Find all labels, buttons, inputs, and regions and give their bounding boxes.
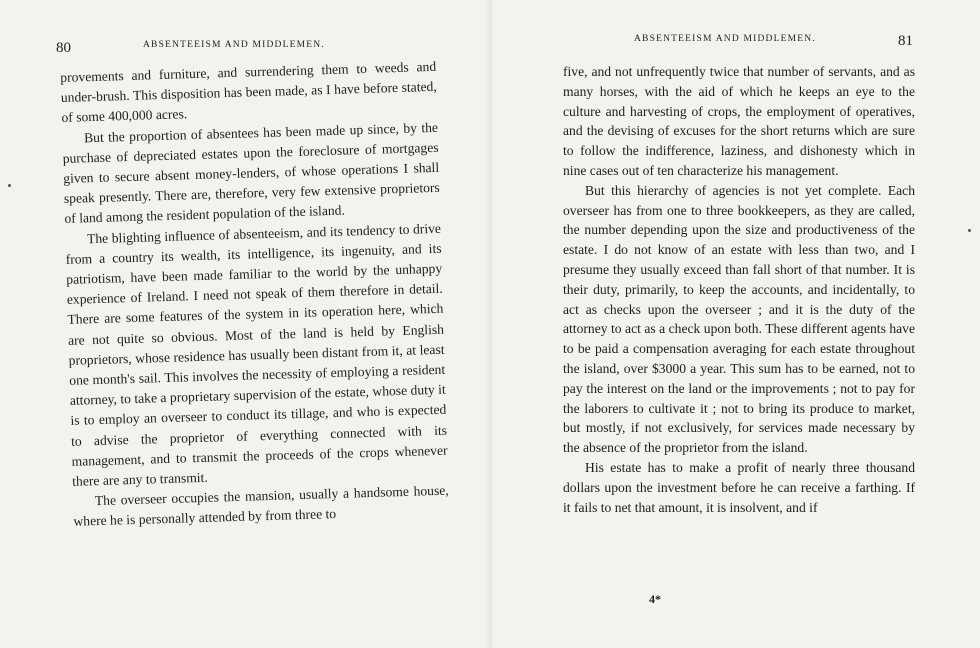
left-paragraph-2: But the proportion of absentees has been made up since, by the purchase of depreciated estates upon the foreclosure of mortgages given to secure absent money-lenders, of whose operations I shall speak presently. There are, therefore, very few extensive proprietors of land among the resident population of the island. [62, 119, 440, 227]
right-paragraph-1: five, and not unfrequently twice that number of servants, and as many horses, with the aid of which he keeps an eye to the culture and harvesting of crops, the employment of operatives, and the devising of excuses for the short returns which are sure to follow the indifference, laziness, and dishonesty which in nine cases out of ten characterize his management. [563, 64, 915, 178]
right-page-number: 81 [898, 33, 913, 49]
left-running-head: ABSENTEEISM AND MIDDLEMEN. [143, 40, 325, 50]
scan-speck [8, 184, 11, 187]
left-paragraph-4: The overseer occupies the mansion, usually a handsome house, where he is personally attended by from three to [73, 482, 449, 530]
right-page-body [563, 62, 915, 517]
signature-mark: 4* [649, 592, 661, 606]
left-paragraph-3: The blighting influence of absenteeism, and its tendency to drive from a country its wealth, its intelligence, its ingenuity, and its patriotism, have been made familiar to the world by the unhappy experience of Ireland. I need not speak of them therefore in detail. There are some features of the system in its operation here, which are not quite so obvious. Most of the land is held by English proprietors, whose residence has usually been distant from it, at least one month's sail. This involves the necessity of employing a resident attorney, to take a proprietary supervision of the estate, whose duty it is to employ an overseer to conduct its tillage, and who is expected to advise the proprietor of everything connected with its management, and to transmit the proceeds of the crops whenever there are any to transmit. [65, 220, 448, 489]
right-paragraph-3: His estate has to make a profit of nearly three thousand dollars upon the investment before he can receive a farthing. If it fails to net that amount, it is insolvent, and if [563, 459, 915, 515]
scan-speck [968, 229, 971, 232]
left-page-number: 80 [56, 40, 71, 56]
left-paragraph-1: provements and furniture, and surrendering them to weeds and under-brush. This disposition has been made, as I have before stated, of some 400,000 acres. [60, 58, 437, 126]
right-running-head: ABSENTEEISM AND MIDDLEMEN. [634, 34, 816, 44]
right-paragraph-2: But this hierarchy of agencies is not yet complete. Each overseer has from one to three bookkeepers, as they are called, the number depending upon the size and productiveness of the estate. I do not know of an estate with less than two, and I presume they usually exceed than fall short of that number. It is their duty, primarily, to keep the accounts, and incidentally, to act as checks upon the overseer ; and it is the duty of the attorney to act as a check upon both. These different agents have to be paid a compensation averaging for each estate throughout the island, over $3000 a year. This sum has to be earned, not to pay the interest on the land or the improvements ; not to pay for the laborers to cultivate it ; not to bring its produce to market, but mostly, if not exclusively, for services made necessary by the absence of the proprietor from the island. [563, 182, 915, 456]
left-page-body [60, 57, 450, 533]
right-page [490, 0, 980, 648]
